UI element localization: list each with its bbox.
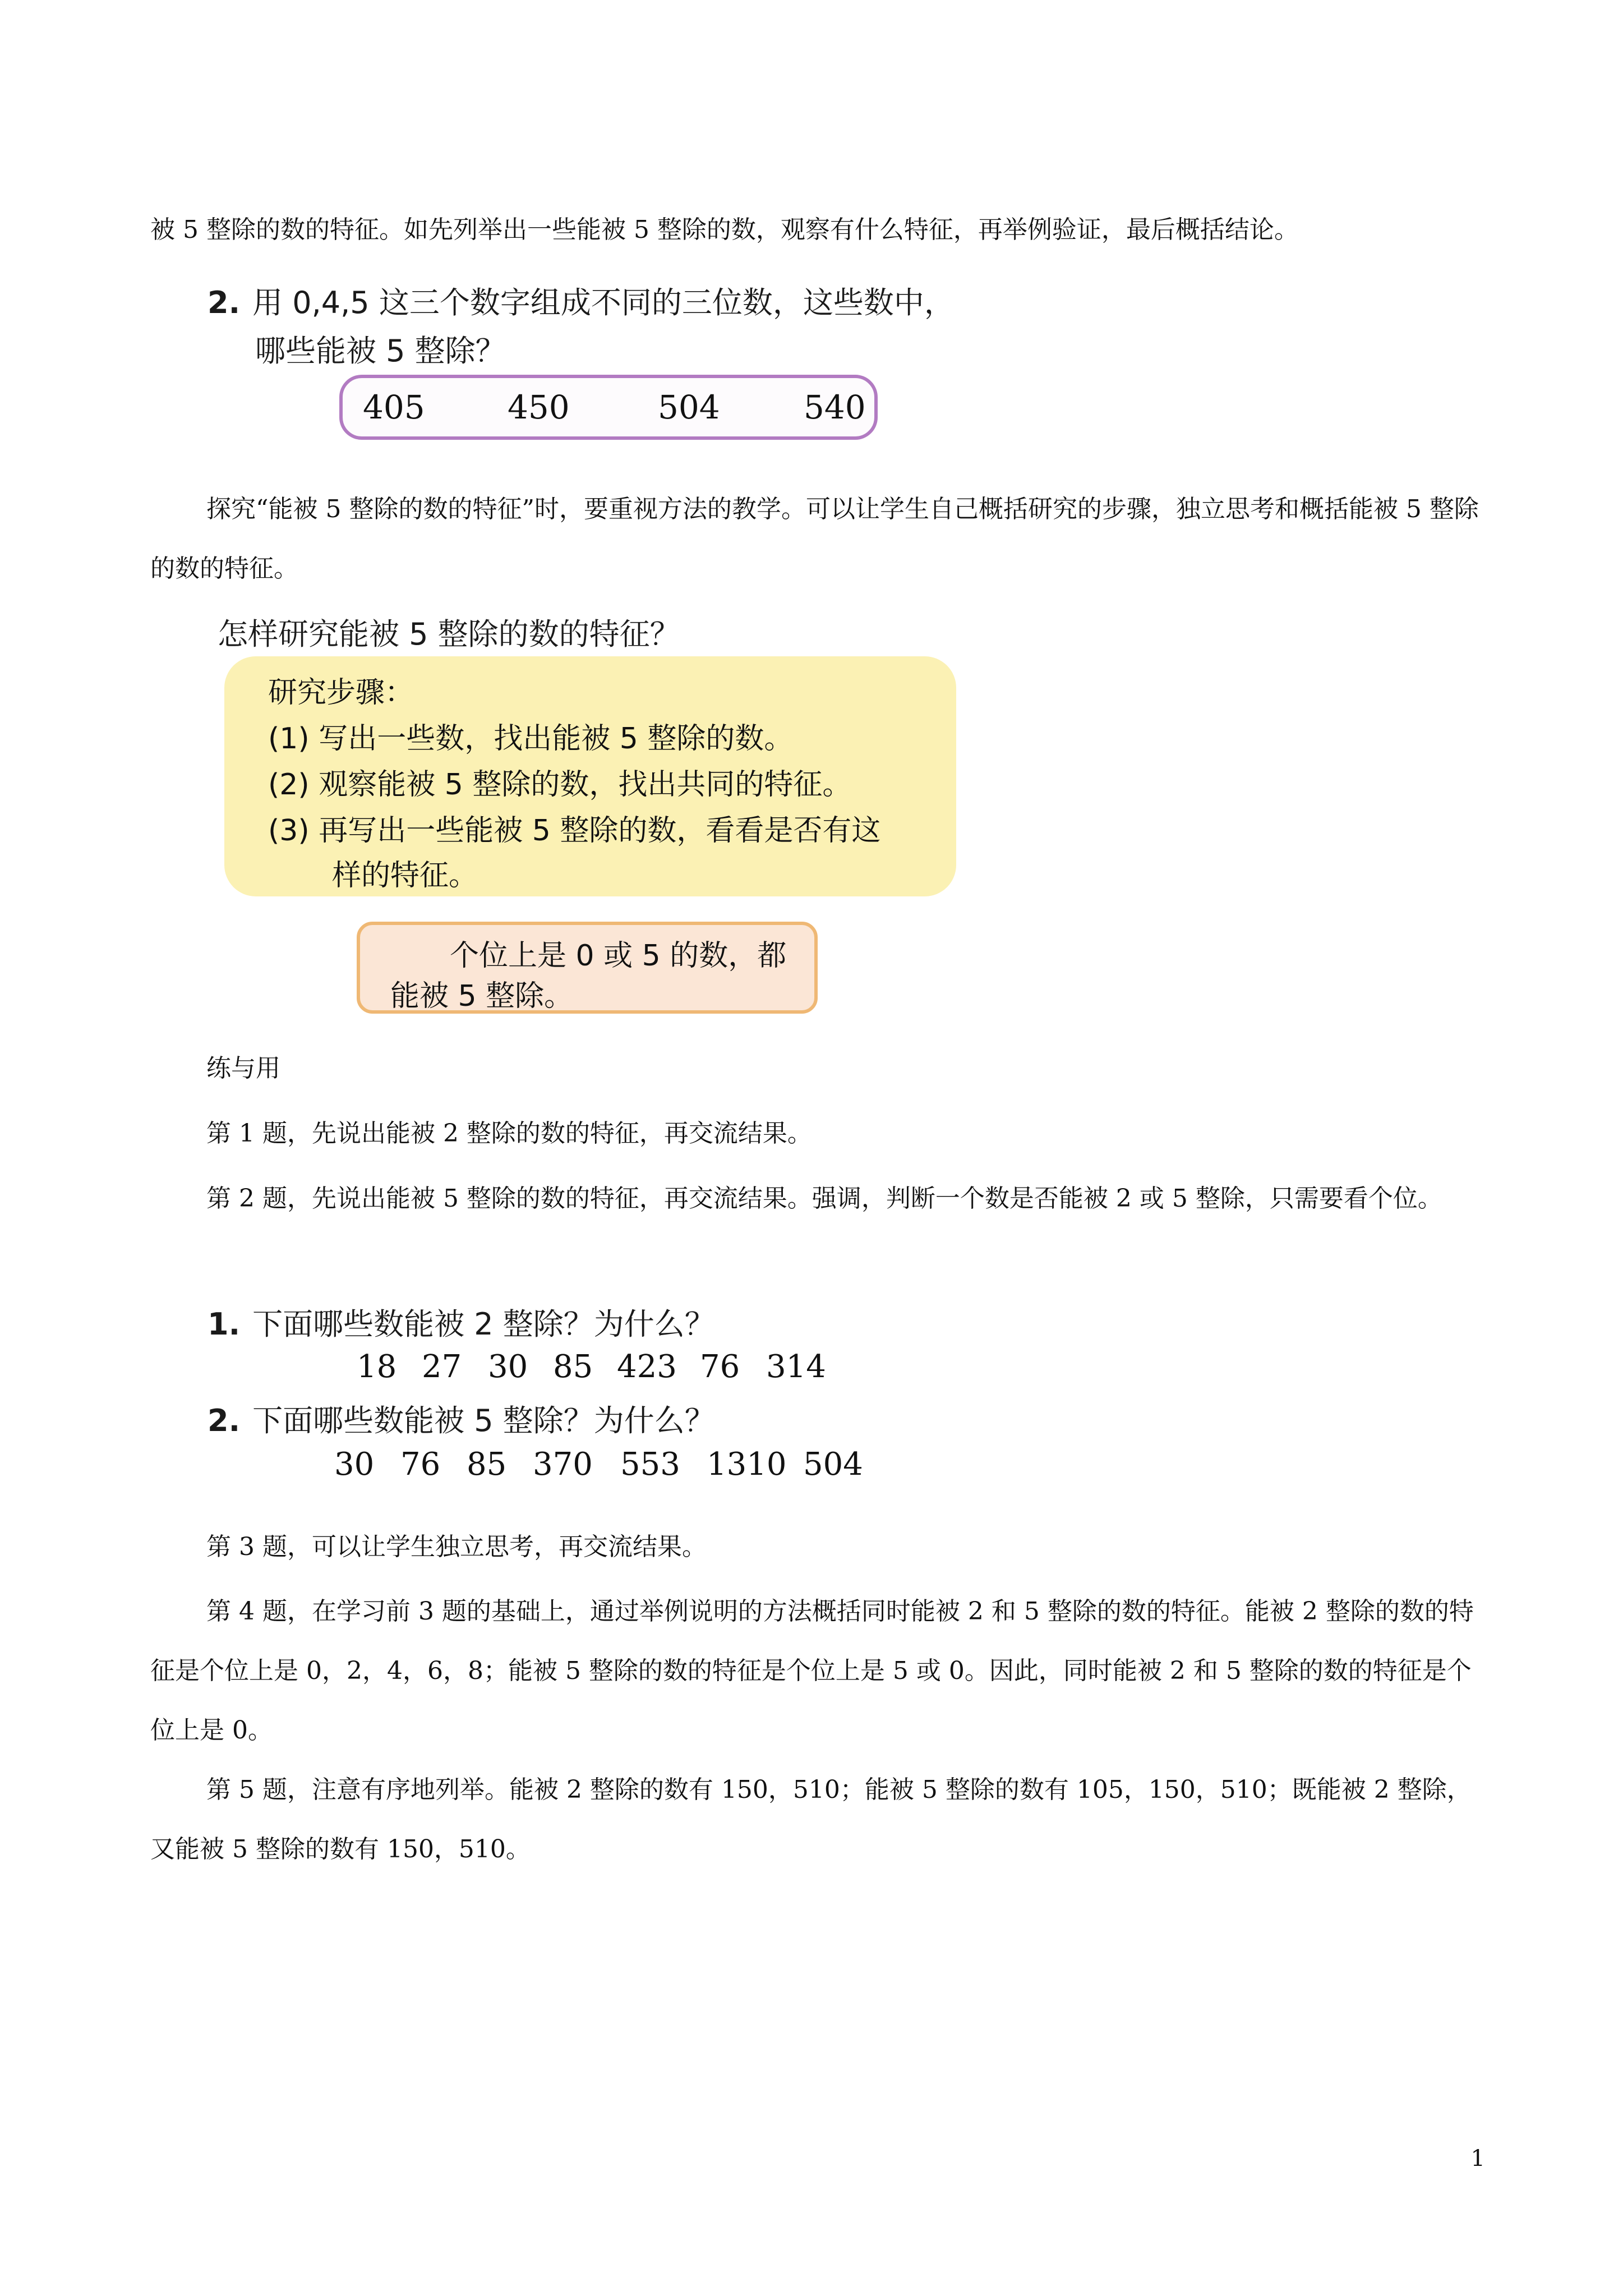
figure3-number: 18 (357, 1349, 397, 1385)
figure3-number: 85 (553, 1349, 593, 1385)
paragraph-exercise-5: 第 5 题，注意有序地列举。能被 2 整除的数有 150，510；能被 5 整除的数有 105，150，510；既能被 2 整除，又能被 5 整除的数有 150，510。 (150, 1775, 1472, 1864)
figure2-step: 样的特征。 (332, 859, 478, 892)
figure2-conclusion-box (357, 922, 818, 1014)
figure2-steps-box (224, 656, 956, 896)
figure2-steps-title: 研究步骤： (268, 676, 414, 710)
figure2-step: (3) 再写出一些能被 5 整除的数，看看是否有这 (268, 814, 881, 848)
figure2-conclusion-line: 个位上是 0 或 5 的数，都 (450, 939, 787, 973)
figure1-question-line1 (208, 279, 955, 322)
paragraph-method: 探究“能被 5 整除的数的特征”时，要重视方法的教学。可以让学生自己概括研究的步骤，独立思考和概括能被 5 整除的数的特征。 (150, 495, 1479, 583)
paragraph-exercise-2: 第 2 题，先说出能被 5 整除的数的特征，再交流结果。强调，判断一个数是否能被 2 或 5 整除，只需要看个位。 (206, 1184, 1442, 1213)
paragraph-intro: 被 5 整除的数的特征。如先列举出一些能被 5 整除的数，观察有什么特征，再举例验证，最后概括结论。 (150, 215, 1299, 244)
figure1-number: 405 (363, 388, 425, 426)
figure3-number: 314 (766, 1349, 826, 1385)
figure1-number: 504 (658, 388, 720, 426)
figure3-number: 30 (334, 1446, 375, 1483)
figure3-number: 370 (533, 1446, 593, 1483)
figure2-question: 怎样研究能被 5 整除的数的特征？ (218, 616, 680, 652)
figure3-number: 423 (617, 1349, 677, 1385)
figure3-number: 27 (422, 1349, 462, 1385)
figure3-number: 504 (803, 1446, 863, 1483)
figure3-number-row-1 (357, 1349, 826, 1385)
figure3-number: 553 (620, 1446, 680, 1483)
figure2-conclusion-line: 能被 5 整除。 (390, 979, 574, 1013)
figure3-number: 76 (400, 1446, 441, 1483)
paragraph-exercise-3: 第 3 题，可以让学生独立思考，再交流结果。 (206, 1533, 707, 1561)
figure1-number: 540 (804, 388, 866, 426)
paragraph-exercise-1: 第 1 题，先说出能被 2 整除的数的特征，再交流结果。 (206, 1119, 812, 1148)
figure1-question-line2: 哪些能被 5 整除？ (255, 333, 506, 369)
figure1-problem-number: 2. (208, 285, 241, 320)
paragraph-exercise-4: 第 4 题，在学习前 3 题的基础上，通过举例说明的方法概括同时能被 2 和 5 整除的数的特征。能被 2 整除的数的特征是个位上是 0，2，4，6，8；能被 5 整除的数的特征是个位上是 5 或 0。因此，同时能被 2 和 5 整除的数的特征是个位上是 0。 (150, 1597, 1474, 1745)
figure3-question-text: 下面哪些数能被 2 整除？为什么？ (252, 1306, 715, 1342)
figure3-question-2 (208, 1397, 715, 1440)
figure3-number: 1310 (707, 1446, 787, 1483)
section-heading: 练与用 (206, 1054, 280, 1083)
figure3-number: 30 (488, 1349, 528, 1385)
figure3-question-1 (208, 1300, 715, 1343)
figure3-problem-number: 2. (208, 1403, 241, 1438)
figure1-number: 450 (508, 388, 570, 426)
page-number: 1 (1470, 2146, 1485, 2171)
figure2-step: (1) 写出一些数，找出能被 5 整除的数。 (268, 722, 794, 756)
figure2-step: (2) 观察能被 5 整除的数，找出共同的特征。 (268, 768, 852, 802)
figure3-number: 76 (700, 1349, 740, 1385)
figure1-question-text: 用 0,4,5 这三个数字组成不同的三位数，这些数中， (252, 285, 955, 320)
figure3-problem-number: 1. (208, 1306, 241, 1342)
figure1-answer-box (339, 375, 878, 440)
figure3-question-text: 下面哪些数能被 5 整除？为什么？ (252, 1403, 715, 1438)
figure3-number: 85 (467, 1446, 507, 1483)
figure3-number-row-2 (334, 1446, 863, 1483)
